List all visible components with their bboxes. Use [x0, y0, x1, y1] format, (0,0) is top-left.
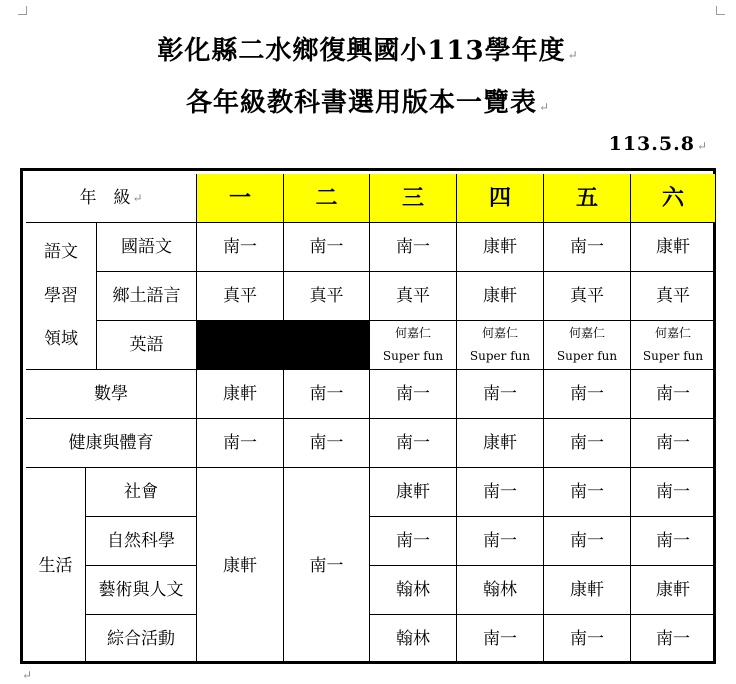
publisher-text: 康軒	[483, 236, 517, 257]
publisher-text: 南一	[570, 530, 604, 551]
table-cell	[457, 517, 544, 566]
document-title-line1	[0, 30, 736, 67]
grade-header-cell	[26, 174, 197, 223]
publisher-text: 南一	[223, 236, 257, 257]
publisher-text: 南一	[570, 629, 604, 650]
table-cell	[197, 223, 284, 272]
grade-1-header	[197, 174, 284, 223]
publisher-text: 真平	[570, 285, 604, 306]
book-series-text: Super fun	[382, 349, 444, 363]
paragraph-mark: ↵	[567, 48, 579, 62]
table-cell	[544, 419, 631, 468]
publisher-text: 翰林	[396, 629, 430, 650]
publisher-text: 南一	[656, 432, 690, 453]
paragraph-mark: ↵	[696, 139, 708, 153]
publisher-text: 真平	[396, 285, 430, 306]
publisher-text: 何嘉仁	[568, 326, 605, 341]
table-cell	[544, 468, 631, 517]
publisher-text: 南一	[656, 530, 690, 551]
publisher-text: 南一	[483, 629, 517, 650]
row-label-social	[86, 468, 197, 517]
table-cell-blank	[284, 321, 370, 370]
life-grade-2-merged	[284, 468, 370, 664]
table-cell	[457, 272, 544, 321]
table-cell	[457, 223, 544, 272]
publisher-text: 康軒	[396, 481, 430, 502]
row-label-arts	[86, 566, 197, 615]
subject-label: 自然科學	[107, 530, 175, 551]
publisher-text: 南一	[656, 481, 690, 502]
row-label-math	[26, 370, 197, 419]
language-group-text: 語文	[44, 242, 78, 263]
publisher-text: 康軒	[570, 579, 604, 600]
subject-label: 英語	[129, 334, 164, 355]
subject-label: 健康與體育	[68, 432, 154, 453]
publisher-text: 南一	[656, 383, 690, 404]
publisher-text: 真平	[309, 285, 344, 306]
grade-label: 四	[488, 184, 511, 211]
table-cell	[457, 370, 544, 419]
grade-label: 六	[661, 184, 684, 211]
publisher-text: 康軒	[483, 285, 517, 306]
table-cell	[284, 223, 370, 272]
publisher-text: 南一	[309, 432, 344, 453]
table-cell	[544, 223, 631, 272]
publisher-text: 真平	[223, 285, 257, 306]
table-cell	[544, 370, 631, 419]
table-cell	[544, 615, 631, 664]
subject-label: 國語文	[121, 236, 172, 257]
book-series-text: Super fun	[556, 349, 618, 363]
table-cell	[457, 419, 544, 468]
table-cell	[370, 321, 457, 370]
publisher-text: 康軒	[656, 236, 690, 257]
table-cell	[631, 566, 716, 615]
publisher-text: 南一	[396, 383, 430, 404]
grade-4-header	[457, 174, 544, 223]
table-cell	[631, 419, 716, 468]
table-cell	[370, 566, 457, 615]
publisher-text: 何嘉仁	[394, 326, 431, 341]
publisher-text: 翰林	[483, 579, 517, 600]
publisher-text: 南一	[570, 383, 604, 404]
paragraph-mark: ↵	[132, 190, 143, 205]
title-line1-text: 彰化縣二水鄉復興國小113學年度	[157, 36, 566, 66]
language-group-text: 學習	[44, 285, 78, 306]
table-cell	[544, 517, 631, 566]
book-series-text: Super fun	[642, 349, 704, 363]
table-cell	[631, 468, 716, 517]
publisher-text: 南一	[483, 383, 517, 404]
publisher-text: 康軒	[483, 432, 517, 453]
publisher-text: 南一	[309, 383, 344, 404]
publisher-text: 南一	[483, 530, 517, 551]
row-label-science	[86, 517, 197, 566]
paragraph-mark: ↵	[538, 100, 551, 114]
life-group-label	[26, 468, 86, 664]
table-cell	[370, 517, 457, 566]
page-corner-mark-left	[18, 6, 27, 15]
grade-label: 三	[401, 184, 424, 211]
row-label-local-language	[97, 272, 197, 321]
document-title-line2	[0, 82, 736, 119]
subject-label: 鄉土語言	[112, 285, 181, 306]
grade-label: 一	[228, 184, 251, 211]
row-label-mandarin	[97, 223, 197, 272]
grade-5-header	[544, 174, 631, 223]
grade-label: 二	[315, 184, 338, 211]
subject-label: 綜合活動	[107, 629, 175, 650]
grade-label: 五	[575, 184, 598, 211]
table-cell	[370, 468, 457, 517]
table-cell	[284, 272, 370, 321]
table-cell	[370, 370, 457, 419]
document-date	[609, 133, 708, 155]
table-cell	[631, 272, 716, 321]
life-group-text: 生活	[38, 555, 73, 576]
table-cell	[197, 272, 284, 321]
publisher-text: 南一	[656, 629, 690, 650]
table-cell	[544, 272, 631, 321]
publisher-text: 南一	[570, 236, 604, 257]
title-line2-text: 各年級教科書選用版本一覽表	[185, 88, 537, 118]
date-text: 113.5.8	[608, 133, 695, 155]
table-cell	[370, 615, 457, 664]
table-cell	[631, 223, 716, 272]
language-group-text: 領域	[44, 329, 78, 350]
table-cell	[544, 566, 631, 615]
grade-6-header	[631, 174, 716, 223]
table-cell	[284, 419, 370, 468]
publisher-text: 康軒	[656, 579, 690, 600]
table-cell	[631, 370, 716, 419]
publisher-text: 康軒	[223, 555, 257, 576]
publisher-text: 南一	[309, 236, 344, 257]
publisher-text: 南一	[570, 432, 604, 453]
table-cell	[370, 223, 457, 272]
publisher-text: 南一	[309, 555, 344, 576]
grade-header-label: 年 級	[79, 187, 131, 208]
table-cell	[544, 321, 631, 370]
table-cell	[457, 615, 544, 664]
table-cell	[370, 272, 457, 321]
row-label-health-pe	[26, 419, 197, 468]
table-cell	[631, 517, 716, 566]
table-cell	[457, 468, 544, 517]
life-grade-1-merged	[197, 468, 284, 664]
page-corner-mark-right	[716, 6, 725, 15]
grade-3-header	[370, 174, 457, 223]
table-cell-blank	[197, 321, 284, 370]
row-label-english	[97, 321, 197, 370]
publisher-text: 南一	[483, 481, 517, 502]
paragraph-mark: ↵	[22, 668, 33, 682]
publisher-text: 南一	[396, 432, 430, 453]
table-cell	[457, 321, 544, 370]
subject-label: 藝術與人文	[98, 579, 184, 600]
table-cell	[284, 370, 370, 419]
publisher-text: 南一	[396, 530, 430, 551]
table-cell	[370, 419, 457, 468]
table-cell	[631, 321, 716, 370]
publisher-text: 康軒	[223, 383, 257, 404]
publisher-text: 南一	[570, 481, 604, 502]
publisher-text: 何嘉仁	[654, 326, 691, 341]
subject-label: 數學	[94, 383, 128, 404]
language-group-label	[26, 223, 97, 370]
table-cell	[197, 370, 284, 419]
table-cell	[457, 566, 544, 615]
table-cell	[631, 615, 716, 664]
publisher-text: 翰林	[396, 579, 430, 600]
publisher-text: 南一	[223, 432, 257, 453]
book-series-text: Super fun	[469, 349, 531, 363]
textbook-table	[20, 168, 716, 664]
table-cell	[197, 419, 284, 468]
publisher-text: 何嘉仁	[481, 326, 518, 341]
publisher-text: 真平	[656, 285, 690, 306]
row-label-integrative	[86, 615, 197, 664]
subject-label: 社會	[124, 481, 158, 502]
grade-2-header	[284, 174, 370, 223]
publisher-text: 南一	[396, 236, 430, 257]
